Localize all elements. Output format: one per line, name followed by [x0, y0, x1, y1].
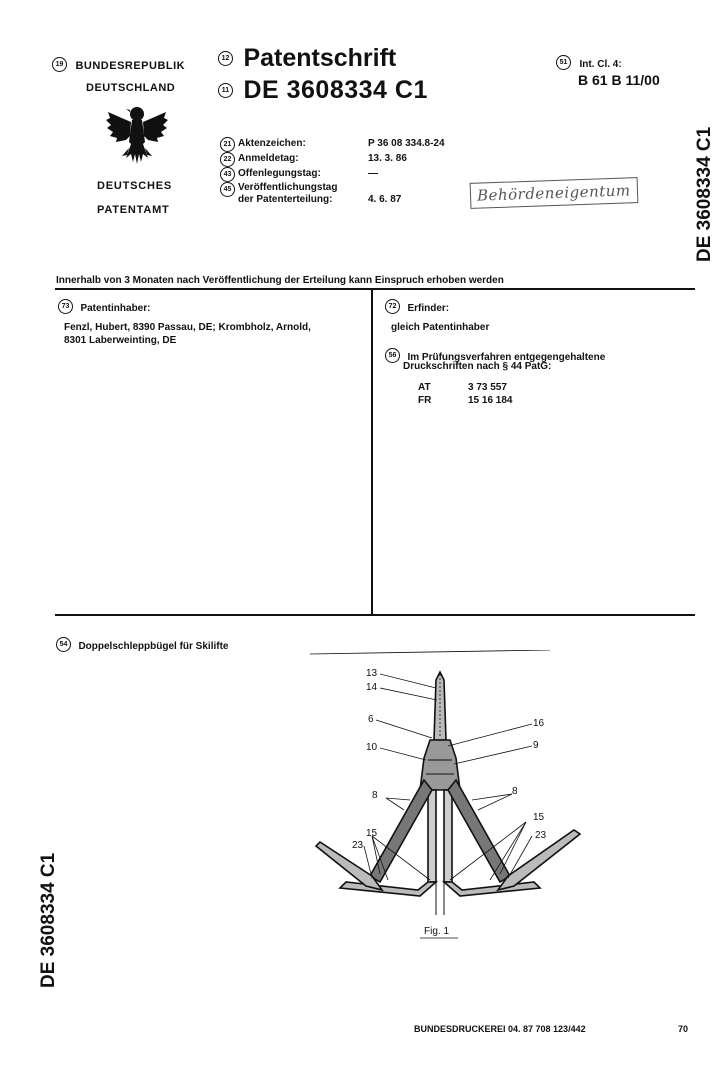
citation-number: 15 16 184 [468, 395, 513, 406]
office-line2: PATENTAMT [97, 204, 170, 216]
office-line1: DEUTSCHES [97, 180, 173, 192]
field-value: 4. 6. 87 [368, 194, 402, 205]
doc-number-block [218, 76, 428, 105]
ref-label-6: 6 [368, 714, 374, 725]
inventor-value: gleich Patentinhaber [391, 322, 490, 333]
inid-code-73: 73 [58, 299, 73, 314]
bibliographic-fields [220, 137, 480, 209]
citation-number: 3 73 557 [468, 382, 507, 393]
field-label: Offenlegungstag: [238, 168, 321, 179]
ref-label-15-right: 15 [533, 812, 545, 823]
field-row-offenlegungstag [220, 167, 480, 181]
ref-label-8-right: 8 [512, 786, 518, 797]
intcl-block [556, 54, 622, 72]
field-label-continued: der Patenterteilung: [238, 194, 333, 205]
country-line1: BUNDESREPUBLIK [75, 60, 186, 72]
ref-label-23-right: 23 [535, 830, 547, 841]
field-value: P 36 08 334.8-24 [368, 138, 445, 149]
ref-label-9: 9 [533, 740, 539, 751]
inid-code-51: 51 [556, 55, 571, 70]
inid-code-45: 45 [220, 182, 235, 197]
inid-code-21: 21 [220, 137, 235, 152]
page-code: 70 [678, 1024, 689, 1034]
divider-bottom [55, 614, 695, 616]
inid-code-22: 22 [220, 152, 235, 167]
citations-label1: Im Prüfungsverfahren entgegengehaltene [407, 352, 606, 363]
citation-country: FR [418, 395, 432, 406]
inid-code-12: 12 [218, 51, 233, 66]
inventor-section [385, 298, 449, 316]
field-row-anmeldetag [220, 151, 480, 167]
doc-type-block [218, 44, 396, 73]
field-row-aktenzeichen [220, 137, 480, 151]
opposition-notice: Innerhalb von 3 Monaten nach Veröffentlichung der Erteilung kann Einspruch erhoben werden [56, 275, 504, 286]
field-label: Aktenzeichen: [238, 138, 306, 149]
side-document-number-bottom: DE 3608334 C1 [38, 852, 59, 988]
divider-vertical [371, 290, 373, 616]
title-section [56, 636, 228, 654]
field-label: Anmeldetag: [238, 153, 299, 164]
inid-code-54: 54 [56, 637, 71, 652]
ownership-stamp: Behördeneigentum [470, 177, 638, 209]
citation-country: AT [418, 382, 431, 393]
inid-code-43: 43 [220, 167, 235, 182]
field-row-veroeffentlichungstag [220, 181, 480, 209]
federal-eagle-emblem [104, 100, 170, 170]
ref-label-14: 14 [366, 682, 378, 693]
field-label: Veröffentlichungstag [238, 182, 338, 193]
ref-label-10: 10 [366, 742, 378, 753]
ref-label-16: 16 [533, 718, 545, 729]
inid-code-56: 56 [385, 348, 400, 363]
field-value: 13. 3. 86 [368, 153, 407, 164]
ref-label-23-left: 23 [352, 840, 364, 851]
ref-label-13: 13 [366, 668, 378, 679]
citations-label2: Druckschriften nach § 44 PatG: [403, 361, 552, 372]
invention-title: Doppelschleppbügel für Skilifte [78, 641, 229, 652]
intcl-label: Int. Cl. 4: [579, 59, 622, 70]
patentee-line1: Fenzl, Hubert, 8390 Passau, DE; Krombholz, Arnold, [64, 322, 311, 333]
country-line2: DEUTSCHLAND [86, 82, 176, 94]
ref-label-8-left: 8 [372, 790, 378, 801]
country-block [52, 56, 185, 74]
patentee-line2: 8301 Laberweinting, DE [64, 335, 177, 346]
inid-code-72: 72 [385, 299, 400, 314]
divider-top [55, 288, 695, 290]
intcl-value: B 61 B 11/00 [578, 72, 660, 88]
patentee-label: Patentinhaber: [80, 303, 151, 314]
inventor-label: Erfinder: [407, 303, 450, 314]
printer-line: BUNDESDRUCKEREI 04. 87 708 123/442 [414, 1024, 586, 1034]
inid-code-19: 19 [52, 57, 67, 72]
doc-number: DE 3608334 C1 [243, 76, 428, 104]
figure-1-drawing [300, 650, 600, 950]
figure-caption: Fig. 1 [424, 926, 450, 937]
ref-label-15-left: 15 [366, 828, 378, 839]
patentee-section [58, 298, 150, 316]
field-value: — [368, 168, 378, 179]
inid-code-11: 11 [218, 83, 233, 98]
side-document-number-top: DE 3608334 C1 [694, 126, 715, 262]
doc-type: Patentschrift [243, 44, 397, 72]
